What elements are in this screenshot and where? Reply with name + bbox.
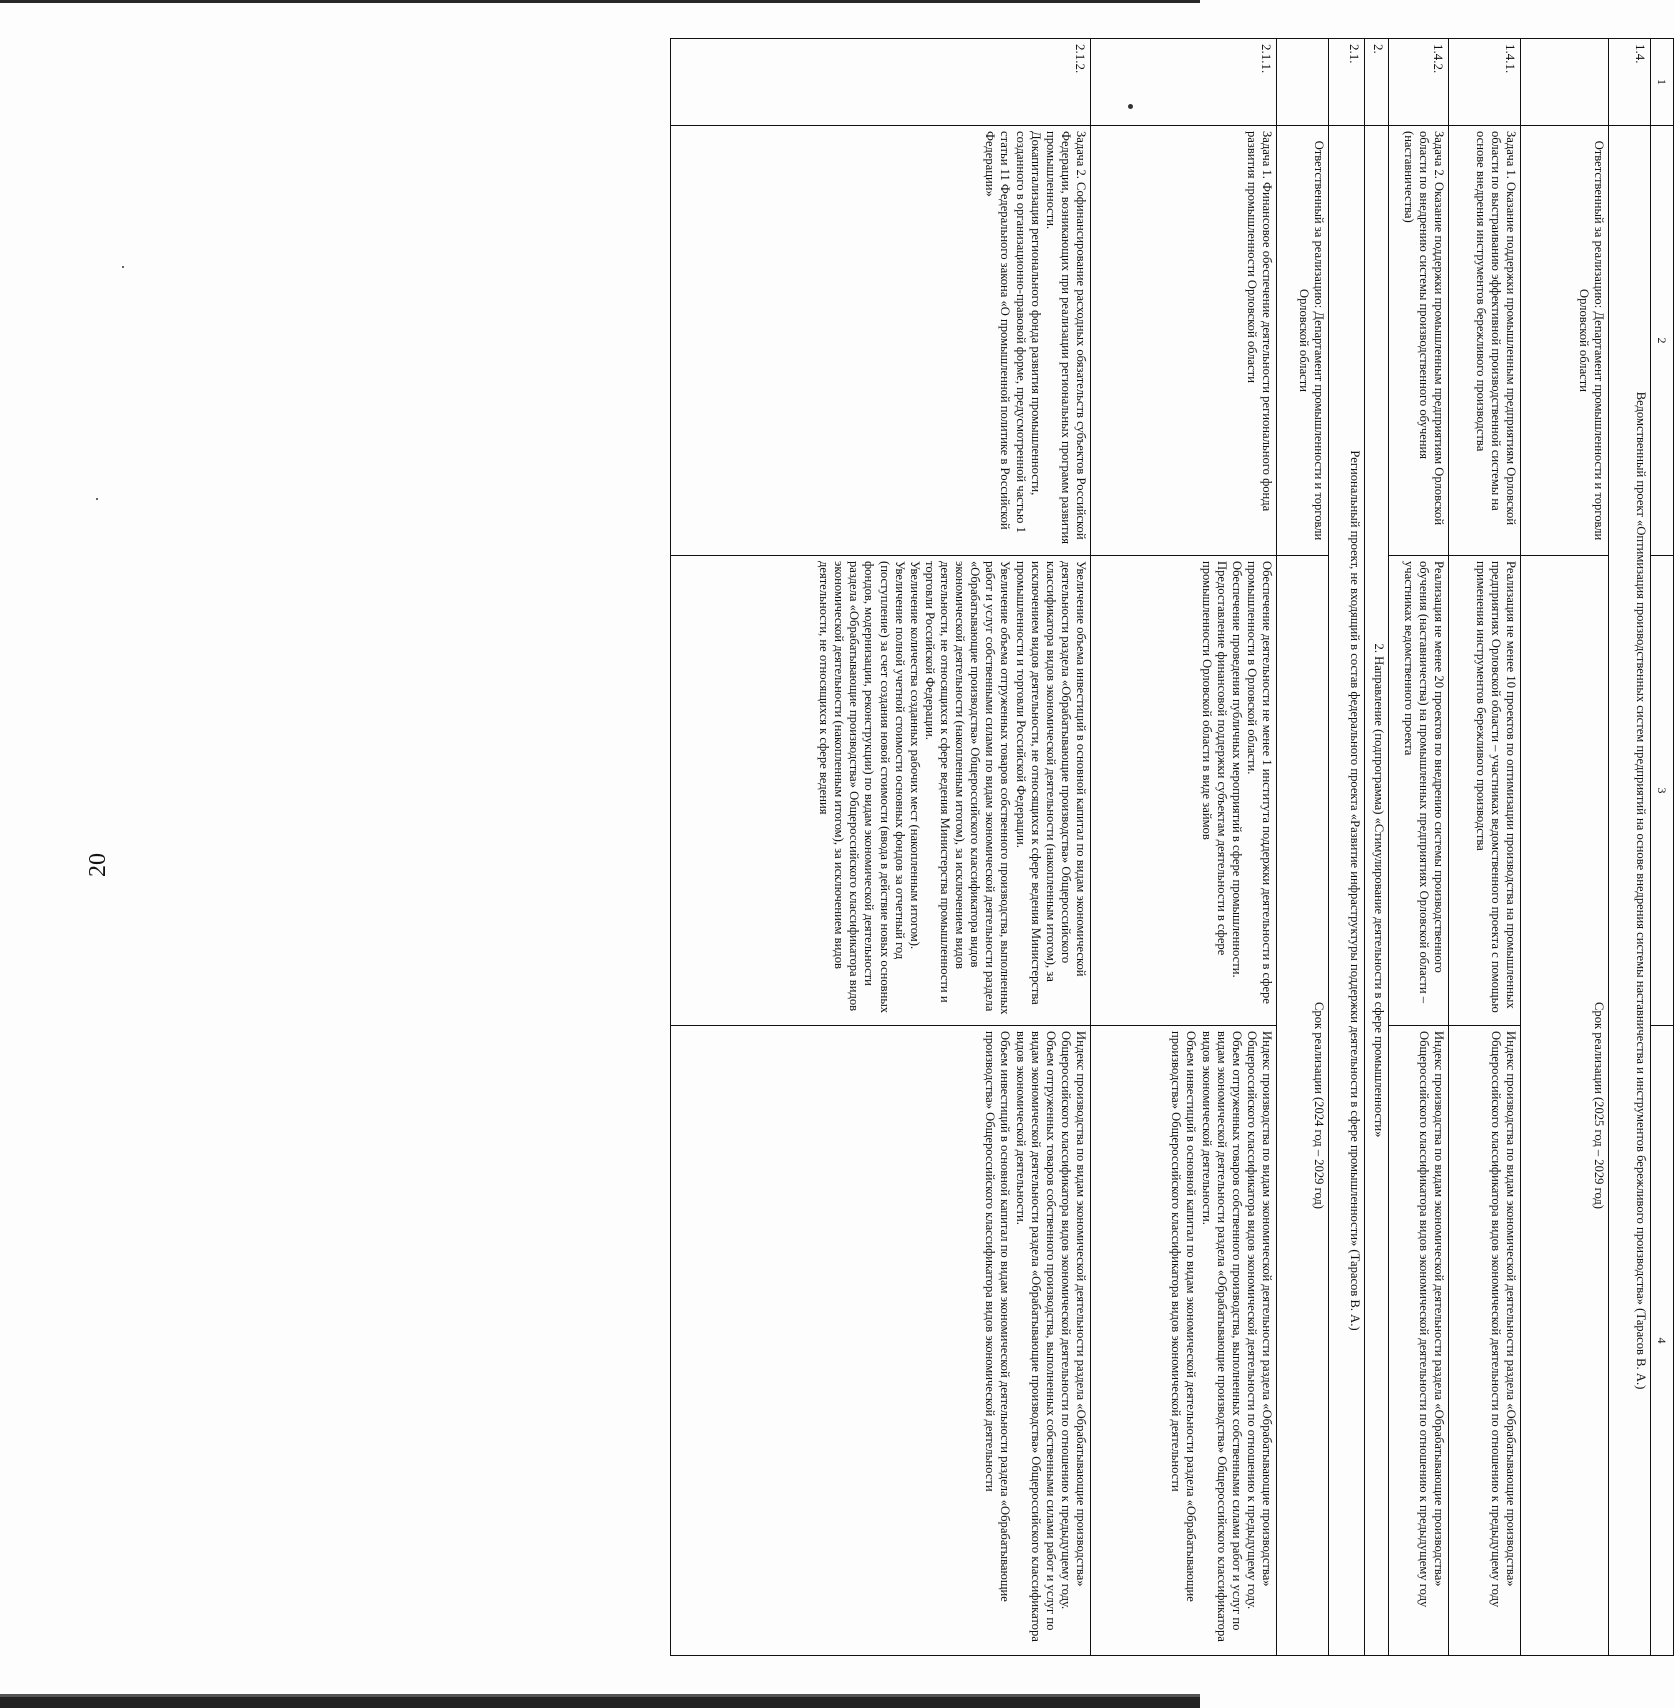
task-cell bbox=[671, 126, 1091, 556]
row-1-4 bbox=[1609, 39, 1651, 1656]
project-title: Ведомственный проект «Оптимизация производственных систем предприятий на основе внедрения системы наставничества и инструментов бережливого производства» (Тарасов В. А.) bbox=[1609, 126, 1651, 1656]
scan-bottom-edge bbox=[0, 1694, 1200, 1708]
effect-cell: Реализация не менее 20 проектов по внедрению системы производственного обучения (наставничества) на промышленных предприятиях Орловской области – участниках ведомственного проекта bbox=[1389, 556, 1449, 1026]
effect-item: Обеспечение проведения публичных мероприятий в сфере промышленности. bbox=[1229, 561, 1244, 978]
page-number: 20 bbox=[85, 853, 111, 877]
indicator-cell bbox=[671, 1026, 1091, 1656]
task-cell: Задача 1. Оказание поддержки промышленным предприятиям Орловской области по выстраиванию эффективной производственной системы на основе внедрения инструментов бережливого производства bbox=[1449, 126, 1521, 556]
row-1-4-2 bbox=[1389, 39, 1449, 1656]
effect-item: Увеличение объема отгруженных товаров собственного производства, выполненных работ и услуг собственными силами по видам экономической деятельности раздела «Обрабатывающие производства» Общероссийского классификатора видов экономической деятельности (накопленным итогом), за исключением видов деятельности, не относящихся к сфере ведения Министерства промышленности и торговли Российской Федерации. bbox=[922, 561, 1013, 1015]
task-cell: Задача 1. Финансовое обеспечение деятельности регионального фонда развития промышленности Орловской области bbox=[1091, 126, 1277, 556]
indicator-item: Объем инвестиций в основной капитал по видам экономической деятельности раздела «Обрабатывающие производства» Общероссийского классификатора видов экономической деятельности bbox=[1169, 1031, 1199, 1602]
indicator-cell: Индекс производства по видам экономической деятельности раздела «Обрабатывающие производства» Общероссийского классификатора видов экономической деятельности по отношению к предыдущему году bbox=[1449, 1026, 1521, 1656]
row-2-1-1 bbox=[1091, 39, 1277, 1656]
effect-item: Обеспечение деятельности не менее 1 института поддержки деятельности в сфере промышленности в Орловской области. bbox=[1244, 561, 1274, 1004]
scan-top-edge bbox=[0, 0, 1200, 3]
implementation-term: Срок реализации (2024 год – 2029 год) bbox=[1277, 556, 1329, 1656]
program-structure-table bbox=[670, 38, 1674, 1656]
task-item: Докапитализация регионального фонда развития промышленности, созданного в организационно-правовой форме, предусмотренной частью 1 статьи 11 Федерального закона «О промышленной политике в Российской Федерации» bbox=[983, 131, 1043, 533]
row-number: 2.1. bbox=[1329, 39, 1365, 126]
scan-speck bbox=[96, 498, 98, 500]
task-cell: Задача 2. Оказание поддержки промышленным предприятиям Орловской области по внедрению системы производственного обучения (наставничества) bbox=[1389, 126, 1449, 556]
header-col-4: 4 bbox=[1651, 1026, 1674, 1656]
header-col-3: 3 bbox=[1651, 556, 1674, 1026]
indicator-item: Индекс производства по видам экономической деятельности раздела «Обрабатывающие производства» Общероссийского классификатора видов экономической деятельности по отношению к предыдущему году. bbox=[1244, 1031, 1274, 1610]
row-number: 2.1.1. bbox=[1091, 39, 1277, 126]
effect-cell: Реализация не менее 10 проектов по оптимизации производства на промышленных предприятиях Орловской области – участниках ведомственного проекта с помощью применения инструментов бережливого производства bbox=[1449, 556, 1521, 1026]
row-2 bbox=[1365, 39, 1389, 1656]
rotated-table-container bbox=[670, 38, 1674, 1655]
task-item: Задача 2. Софинансирование расходных обязательств субъектов Российской Федерации, возникающих при реализации региональных программ развития промышленности. bbox=[1043, 131, 1088, 545]
effect-item: Увеличение полной учетной стоимости основных фондов за отчетный год (поступление) за счет создания новой стоимости (ввода в действие новых основных фондов, модернизации, реконструкции) по видам экономической деятельности раздела «Обрабатывающие производства» Общероссийского классификатора видов экономической деятельности (накопленным итогом), за исключением видов деятельности, не относящихся к сфере ведения bbox=[817, 561, 907, 1014]
row-1-4-1 bbox=[1449, 39, 1521, 1656]
row-number: 1.4. bbox=[1609, 39, 1651, 126]
row-number: 1.4.2. bbox=[1389, 39, 1449, 126]
effect-cell bbox=[1091, 556, 1277, 1026]
project-title: Региональный проект, не входящий в состав федерального проекта «Развитие инфраструктуры поддержки деятельности в сфере промышленности» (Тарасов В. А.) bbox=[1329, 126, 1365, 1656]
header-row bbox=[1651, 39, 1674, 1656]
empty-cell bbox=[1521, 39, 1609, 126]
scan-speck bbox=[122, 266, 124, 268]
indicator-item: Объем отгруженных товаров собственного производства, выполненных собственными силами работ и услуг по видам экономической деятельности раздела «Обрабатывающие производства» Общероссийского классификатора видов экономической деятельности. bbox=[1199, 1031, 1244, 1642]
effect-item: Увеличение объема инвестиций в основной капитал по видам экономической деятельности раздела «Обрабатывающие производства» Общероссийского классификатора видов экономической деятельности (накопленным итогом), за исключением видов деятельности, не относящихся к сфере ведения Министерства промышленности и торговли Российской Федерации. bbox=[1013, 561, 1088, 1005]
row-2-1-2 bbox=[671, 39, 1091, 1656]
responsible-dept: Ответственный за реализацию: Департамент промышленности и торговли Орловской области bbox=[1277, 126, 1329, 556]
header-col-2: 2 bbox=[1651, 126, 1674, 556]
effect-item: Увеличение количества созданных рабочих мест (накопленным итогом). bbox=[907, 561, 922, 950]
row-2-1-responsible bbox=[1277, 39, 1329, 1656]
direction-title: 2. Направление (подпрограмма) «Стимулирование деятельности в сфере промышленности» bbox=[1365, 126, 1389, 1656]
responsible-dept: Ответственный за реализацию: Департамент промышленности и торговли Орловской области bbox=[1521, 126, 1609, 556]
implementation-term: Срок реализации (2025 год – 2029 год) bbox=[1521, 556, 1609, 1656]
header-col-1: 1 bbox=[1651, 39, 1674, 126]
effect-cell bbox=[671, 556, 1091, 1026]
row-number: 1.4.1. bbox=[1449, 39, 1521, 126]
empty-cell bbox=[1277, 39, 1329, 126]
row-number: 2.1.2. bbox=[671, 39, 1091, 126]
indicator-item: Индекс производства по видам экономической деятельности раздела «Обрабатывающие производства» Общероссийского классификатора видов экономической деятельности по отношению к предыдущему году. bbox=[1058, 1031, 1088, 1610]
indicator-item: Объем инвестиций в основной капитал по видам экономической деятельности раздела «Обрабатывающие производства» Общероссийского классификатора видов экономической деятельности bbox=[983, 1031, 1013, 1602]
indicator-cell: Индекс производства по видам экономической деятельности раздела «Обрабатывающие производства» Общероссийского классификатора видов экономической деятельности по отношению к предыдущему году bbox=[1389, 1026, 1449, 1656]
indicator-item: Объем отгруженных товаров собственного производства, выполненных собственными силами работ и услуг по видам экономической деятельности раздела «Обрабатывающие производства» Общероссийского классификатора видов экономической деятельности. bbox=[1013, 1031, 1058, 1642]
row-number: 2. bbox=[1365, 39, 1389, 126]
row-2-1 bbox=[1329, 39, 1365, 1656]
indicator-cell bbox=[1091, 1026, 1277, 1656]
row-1-4-responsible bbox=[1521, 39, 1609, 1656]
effect-item: Предоставление финансовой поддержки субъектам деятельности в сфере промышленности Орловской области в виде займов bbox=[1199, 561, 1229, 956]
